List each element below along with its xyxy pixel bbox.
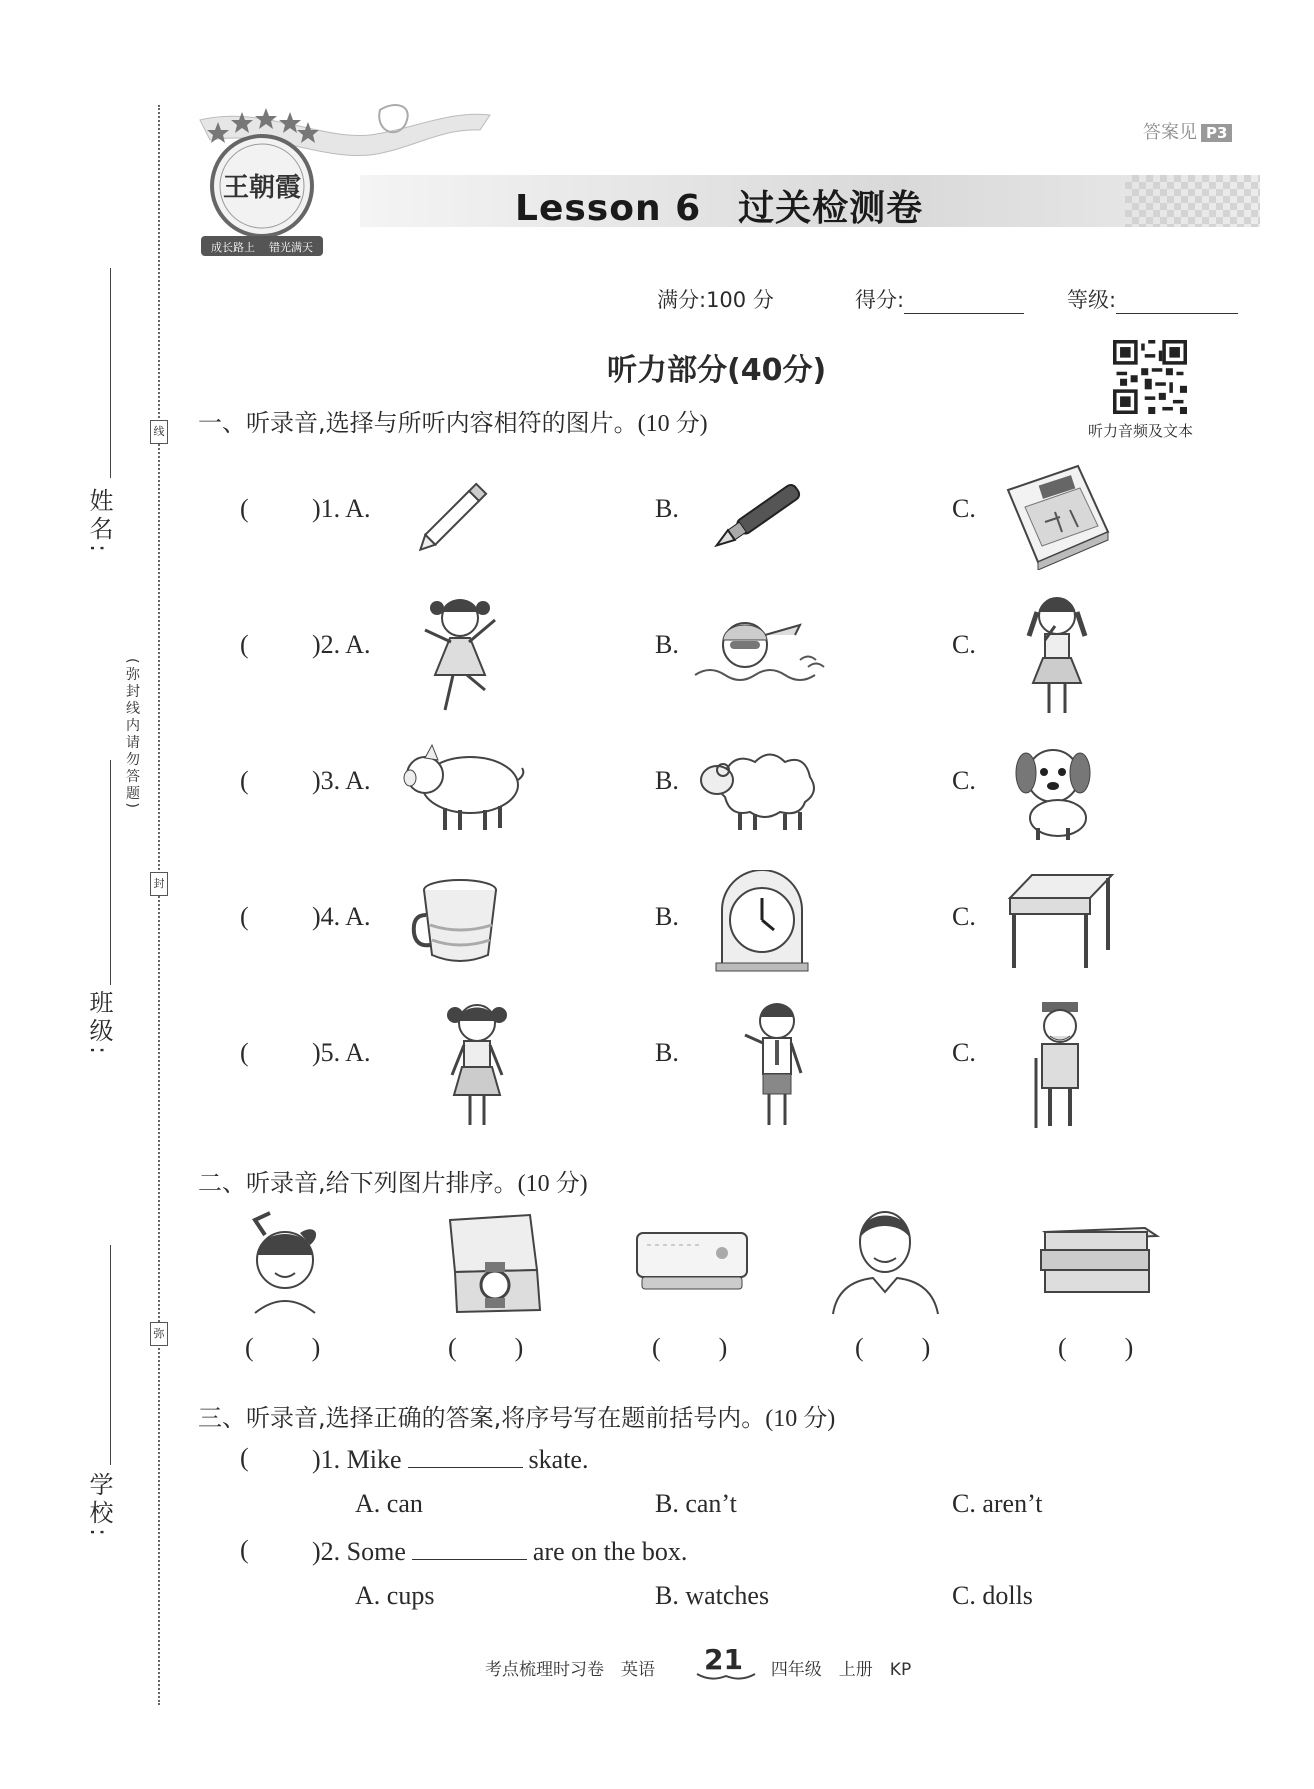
brand-logo — [195, 108, 325, 258]
boy-icon[interactable] — [735, 995, 815, 1130]
part1-title-text: 一、听录音,选择与所听内容相符的图片。 — [198, 409, 638, 437]
order-paren-1-open: ( — [245, 1333, 254, 1362]
question-4-option-b: B. — [655, 902, 679, 931]
mc-question-2-end: are on the box. — [532, 1537, 688, 1566]
mc-question-1-end: skate. — [528, 1445, 589, 1474]
logo-slogan-left: 成长路上 — [211, 241, 255, 254]
mc-question-2-start: )2. Some — [312, 1537, 406, 1566]
grade-field — [1067, 284, 1238, 314]
girl-eating-icon[interactable] — [1015, 588, 1100, 718]
pig-icon[interactable] — [400, 740, 530, 835]
school-blank-line[interactable] — [110, 1245, 111, 1465]
seal-mark-seal: 封 — [150, 872, 168, 896]
school-label: 学校: — [85, 1472, 113, 1541]
mc-question-2 — [312, 1535, 687, 1567]
order-paren-3-open: ( — [652, 1333, 661, 1362]
name-blank-line[interactable] — [110, 268, 111, 478]
order-paren-1-close: ) — [311, 1333, 321, 1362]
order-paren-2-open: ( — [448, 1333, 457, 1362]
answer-paren-2[interactable]: ( — [240, 630, 249, 659]
part1-title — [198, 403, 708, 438]
books-icon[interactable] — [1035, 1222, 1160, 1297]
mc-answer-paren-2[interactable]: ( — [240, 1535, 249, 1564]
seal-mark-secret: 弥 — [150, 1322, 168, 1346]
open-book-icon — [695, 1672, 757, 1684]
man-icon[interactable] — [828, 1200, 943, 1315]
mc-question-1 — [312, 1443, 588, 1475]
part2-points: (10 分) — [517, 1171, 588, 1197]
mc-question-1-start: )1. Mike — [312, 1445, 402, 1474]
question-5-number: )5. A. — [312, 1038, 371, 1067]
question-5-option-b: B. — [655, 1038, 679, 1067]
question-2-option-b: B. — [655, 630, 679, 659]
part3-title — [198, 1398, 835, 1433]
mc-question-1-option-c: C. aren’t — [952, 1489, 1043, 1518]
part2-title — [198, 1163, 588, 1198]
pencil-icon[interactable] — [410, 470, 500, 560]
qr-code-icon[interactable] — [1113, 340, 1187, 414]
score-blank[interactable] — [904, 291, 1024, 314]
cup-icon[interactable] — [410, 875, 505, 970]
mc-question-1-blank[interactable] — [408, 1443, 523, 1468]
answer-reference — [1143, 118, 1232, 144]
mc-question-1-option-a: A. can — [355, 1489, 423, 1518]
mc-question-2-option-a: A. cups — [355, 1581, 435, 1610]
order-paren-4-open: ( — [855, 1333, 864, 1362]
clock-icon[interactable] — [712, 870, 812, 975]
question-2-option-c: C. — [952, 630, 976, 659]
answer-paren-4[interactable]: ( — [240, 902, 249, 931]
grade-blank[interactable] — [1116, 291, 1238, 314]
class-label: 班级: — [85, 990, 113, 1059]
order-paren-1[interactable] — [245, 1333, 320, 1363]
girl-icon[interactable] — [440, 995, 515, 1130]
binding-dotted-line — [158, 105, 160, 1705]
order-paren-2-close: ) — [514, 1333, 524, 1362]
score-label: 得分: — [855, 288, 905, 312]
logo-brand-text: 王朝霞 — [222, 173, 302, 203]
question-4-number: )4. A. — [312, 902, 371, 931]
question-3-number: )3. A. — [312, 766, 371, 795]
chinese-book-icon[interactable] — [1000, 462, 1115, 570]
class-blank-line[interactable] — [110, 760, 111, 985]
part2-title-text: 二、听录音,给下列图片排序。 — [198, 1169, 518, 1197]
air-conditioner-icon[interactable] — [632, 1225, 752, 1295]
footer-right: 四年级 上册 KP — [770, 1660, 912, 1680]
part3-points: (10 分) — [765, 1406, 836, 1432]
question-2-number: )2. A. — [312, 630, 371, 659]
full-score: 满分:100 分 — [657, 288, 774, 312]
question-5-option-c: C. — [952, 1038, 976, 1067]
lesson-title: Lesson 6 过关检测卷 — [515, 188, 924, 229]
logo-slogan-right: 错光满天 — [269, 241, 313, 254]
banner-checker-pattern — [1125, 175, 1260, 227]
order-paren-5-open: ( — [1058, 1333, 1067, 1362]
mc-question-2-blank[interactable] — [412, 1535, 527, 1560]
desk-icon[interactable] — [1002, 870, 1117, 970]
question-1-option-c: C. — [952, 494, 976, 523]
mc-question-2-option-b: B. watches — [655, 1581, 770, 1610]
answer-paren-5[interactable]: ( — [240, 1038, 249, 1067]
footer-left: 考点梳理时习卷 英语 — [485, 1660, 655, 1680]
sheep-icon[interactable] — [695, 742, 830, 832]
listening-section-title: 听力部分(40分) — [607, 353, 827, 388]
swimming-child-icon[interactable] — [690, 605, 830, 690]
dancing-girl-icon[interactable] — [415, 590, 505, 715]
dog-icon[interactable] — [1008, 738, 1108, 843]
mc-question-1-option-b: B. can’t — [655, 1489, 737, 1518]
girl-waving-icon[interactable] — [240, 1205, 330, 1315]
part3-title-text: 三、听录音,选择正确的答案,将序号写在题前括号内。 — [198, 1404, 766, 1432]
order-paren-3[interactable] — [652, 1333, 727, 1363]
order-paren-5[interactable] — [1058, 1333, 1133, 1363]
watch-box-icon[interactable] — [445, 1210, 545, 1315]
old-man-icon[interactable] — [1020, 998, 1100, 1133]
question-1-option-b: B. — [655, 494, 679, 523]
grade-label: 等级: — [1067, 288, 1117, 312]
seal-mark-line: 线 — [150, 420, 168, 444]
order-paren-5-close: ) — [1124, 1333, 1134, 1362]
order-paren-4-close: ) — [921, 1333, 931, 1362]
name-label: 姓名: — [85, 488, 113, 557]
part1-points: (10 分) — [637, 411, 708, 437]
question-1-number: )1. A. — [312, 494, 371, 523]
question-4-option-c: C. — [952, 902, 976, 931]
order-paren-2[interactable] — [448, 1333, 523, 1363]
question-3-option-c: C. — [952, 766, 976, 795]
answer-ref-label: 答案见 — [1143, 122, 1197, 143]
answer-page-badge: P3 — [1201, 124, 1232, 142]
question-3-option-b: B. — [655, 766, 679, 795]
qr-caption: 听力音频及文本 — [1088, 422, 1194, 440]
order-paren-3-close: ) — [718, 1333, 728, 1362]
mc-answer-paren-1[interactable]: ( — [240, 1443, 249, 1472]
page-number: 21 — [704, 1643, 743, 1676]
score-field — [855, 284, 1024, 314]
order-paren-4[interactable] — [855, 1333, 930, 1363]
mc-question-2-option-c: C. dolls — [952, 1581, 1033, 1610]
seal-note: (弥封线内请勿答题) — [124, 658, 140, 811]
answer-paren-3[interactable]: ( — [240, 766, 249, 795]
pen-icon[interactable] — [705, 475, 815, 555]
answer-paren-1[interactable]: ( — [240, 494, 249, 523]
